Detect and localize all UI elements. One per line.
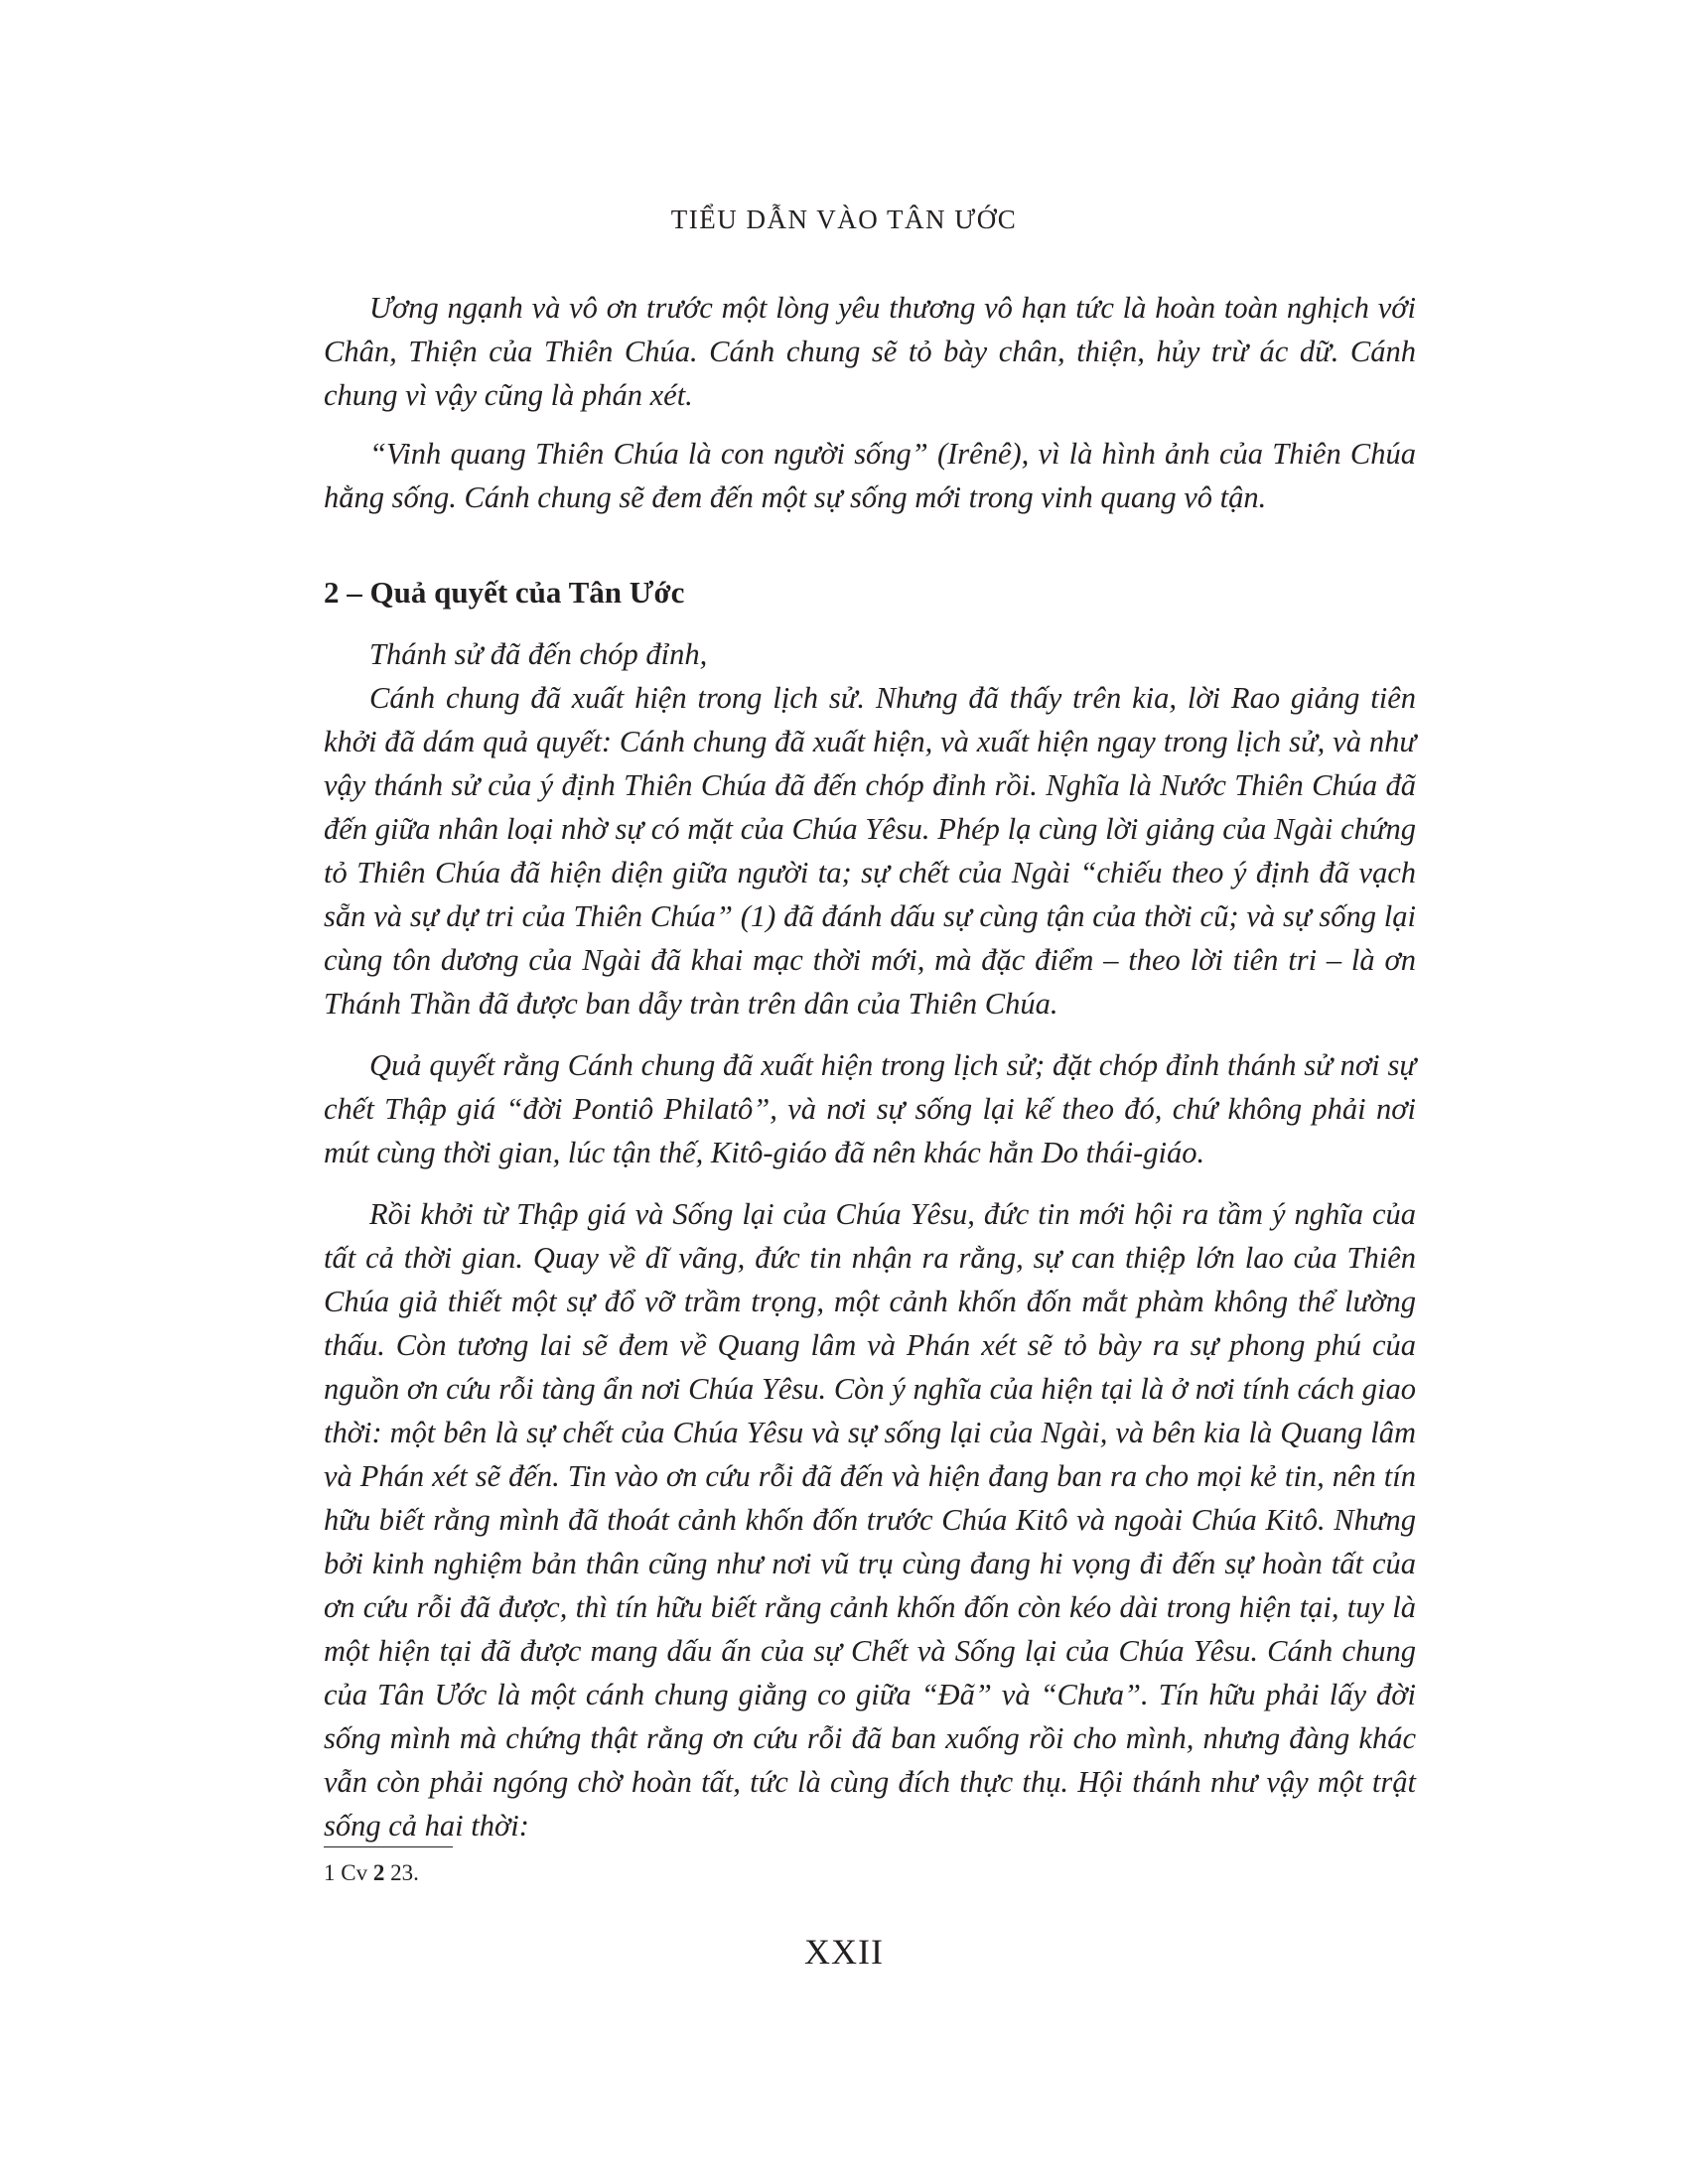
paragraph: Ương ngạnh và vô ơn trước một lòng yêu thương vô hạn tức là hoàn toàn nghịch với Chân, Thiện của Thiên Chúa. Cánh chung sẽ tỏ bày chân, thiện, hủy trừ ác dữ. Cánh chung vì vậy cũng là phán xét. [324,291,1416,412]
main-text [324,286,1416,1865]
paragraph: Thánh sử đã đến chóp đỉnh, [369,637,708,671]
footnote-ref: 1 Cv [324,1860,373,1885]
section-heading: 2 – Quả quyết của Tân Ước [324,575,685,610]
paragraph: Rồi khởi từ Thập giá và Sống lại của Chúa Yêsu, đức tin mới hội ra tầm ý nghĩa của tất cả thời gian. Quay về dĩ vãng, đức tin nhận ra rằng, sự can thiệp lớn lao của Thiên Chúa giả thiết một sự đổ vỡ trầm trọng, một cảnh khốn đốn mắt phàm không thể lường thấu. Còn tương lai sẽ đem về Quang lâm và Phán xét sẽ tỏ bày ra sự phong phú của nguồn ơn cứu rỗi tàng ẩn nơi Chúa Yêsu. Còn ý nghĩa của hiện tại là ở nơi tính cách giao thời: một bên là sự chết của Chúa Yêsu và sự sống lại của Ngài, và bên kia là Quang lâm và Phán xét sẽ đến. Tin vào ơn cứu rỗi đã đến và hiện đang ban ra cho mọi kẻ tin, nên tín hữu biết rằng mình đã thoát cảnh khốn đốn trước Chúa Kitô và ngoài Chúa Kitô. Nhưng bởi kinh nghiệm bản thân cũng như nơi vũ trụ cùng đang hi vọng đi đến sự hoàn tất của ơn cứu rỗi đã được, thì tín hữu biết rằng cảnh khốn đốn còn kéo dài trong hiện tại, tuy là một hiện tại đã được mang dấu ấn của sự Chết và Sống lại của Chúa Yêsu. Cánh chung của Tân Ước là một cánh chung giằng co giữa “Đã” và “Chưa”. Tín hữu phải lấy đời sống mình mà chứng thật rằng ơn cứu rỗi đã ban xuống rồi cho mình, nhưng đàng khác vẫn còn phải ngóng chờ hoàn tất, tức là cùng đích thực thụ. Hội thánh như vậy một trật sống cả hai thời: [324,1197,1416,1843]
footnote-verse: 23. [384,1860,419,1885]
footnote [324,1858,419,1888]
paragraph: “Vinh quang Thiên Chúa là con người sống” (Irênê), vì là hình ảnh của Thiên Chúa hằng sống. Cánh chung sẽ đem đến một sự sống mới trong vinh quang vô tận. [324,437,1416,514]
running-header: TIỂU DẪN VÀO TÂN ƯỚC [670,205,1018,234]
paragraph: Quả quyết rằng Cánh chung đã xuất hiện trong lịch sử; đặt chóp đỉnh thánh sử nơi sự chết Thập giá “đời Pontiô Philatô”, và nơi sự sống lại kế theo đó, chứ không phải nơi mút cùng thời gian, lúc tận thế, Kitô-giáo đã nên khác hẳn Do thái-giáo. [324,1048,1416,1169]
footnote-chapter: 2 [372,1860,385,1885]
footnote-divider [324,1846,453,1847]
paragraph: Cánh chung đã xuất hiện trong lịch sử. Nhưng đã thấy trên kia, lời Rao giảng tiên khởi đã dám quả quyết: Cánh chung đã xuất hiện, và xuất hiện ngay trong lịch sử, và như vậy thánh sử của ý định Thiên Chúa đã đến chóp đỉnh rồi. Nghĩa là Nước Thiên Chúa đã đến giữa nhân loại nhờ sự có mặt của Chúa Yêsu. Phép lạ cùng lời giảng của Ngài chứng tỏ Thiên Chúa đã hiện diện giữa người ta; sự chết của Ngài “chiếu theo ý định đã vạch sẵn và sự dự tri của Thiên Chúa” (1) đã đánh dấu sự cùng tận của thời cũ; và sự sống lại cùng tôn dương của Ngài đã khai mạc thời mới, mà đặc điểm – theo lời tiên tri – là ơn Thánh Thần đã được ban dẫy tràn trên dân của Thiên Chúa. [324,681,1416,1021]
page-number: XXII [804,1932,884,1972]
